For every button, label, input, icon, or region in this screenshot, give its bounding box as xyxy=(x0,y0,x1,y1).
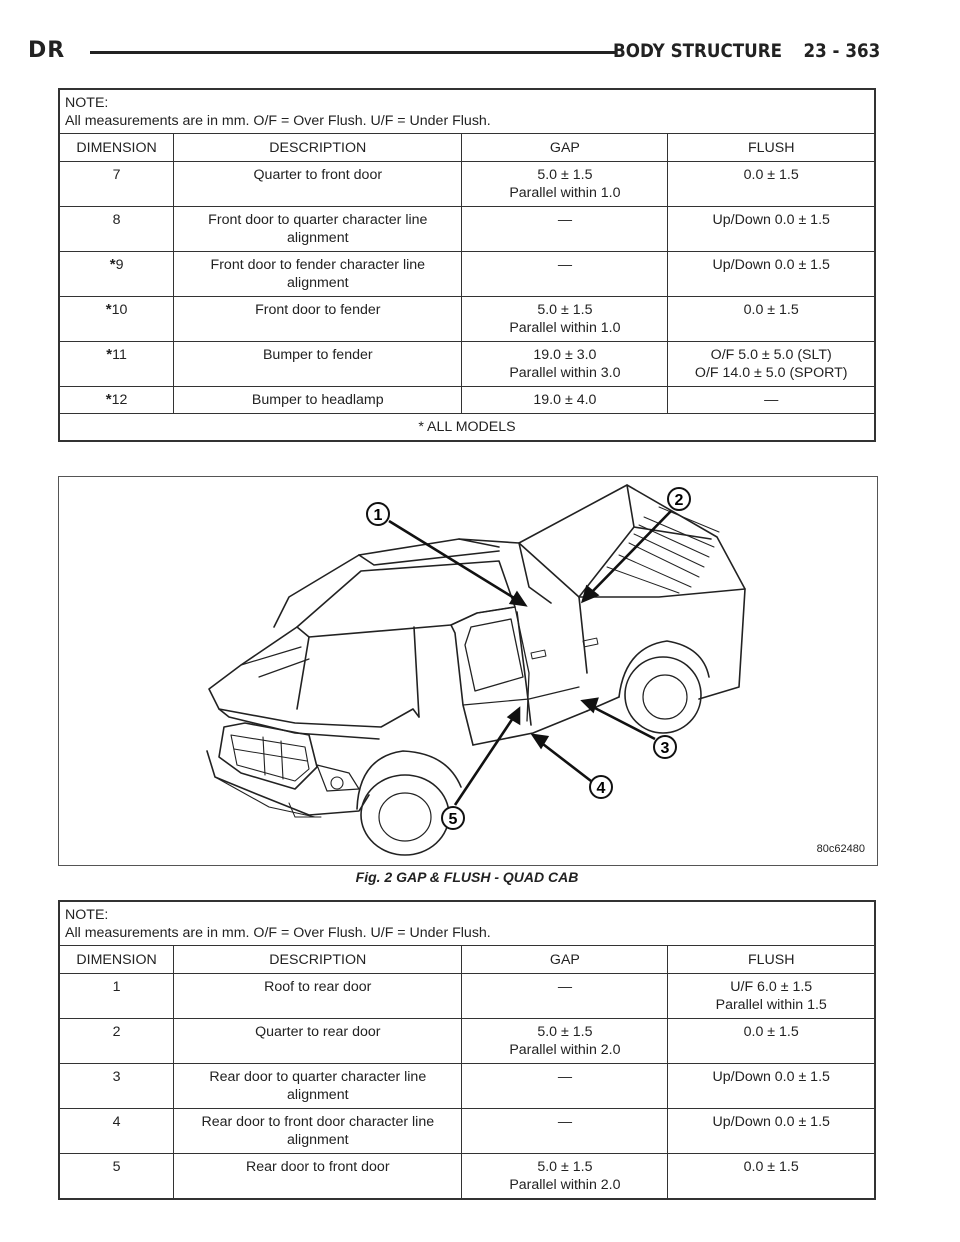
note-row xyxy=(59,901,875,946)
gap-flush-table-rear xyxy=(58,900,876,1200)
gap-line: Parallel within 1.0 xyxy=(509,320,621,336)
description-cell xyxy=(174,1154,462,1200)
flush-cell xyxy=(668,207,875,252)
description-cell xyxy=(174,342,462,387)
description-cell xyxy=(174,297,462,342)
dimension-cell xyxy=(59,1019,174,1064)
gap-line: Parallel within 2.0 xyxy=(509,1177,621,1193)
dimension-cell xyxy=(59,1109,174,1154)
table-row xyxy=(59,297,875,342)
dimension-number: 3 xyxy=(112,1069,121,1085)
column-header-flush: FLUSH xyxy=(668,134,875,162)
column-header-dimension: DIMENSION xyxy=(59,946,174,974)
callout-2 xyxy=(668,488,690,510)
section-code: DR xyxy=(28,38,66,63)
note-text: All measurements are in mm. O/F = Over Flush. U/F = Under Flush. xyxy=(65,113,491,129)
gap-line: 19.0 ± 4.0 xyxy=(533,392,597,408)
gap-line: Parallel within 3.0 xyxy=(509,365,621,381)
callout-4 xyxy=(590,776,612,798)
all-models-marker: * xyxy=(106,346,113,363)
header-row xyxy=(59,946,875,974)
description-line: Bumper to headlamp xyxy=(251,392,384,408)
description-line: Quarter to front door xyxy=(253,167,383,183)
gap-cell xyxy=(462,1064,668,1109)
description-line: alignment xyxy=(287,230,349,246)
flush-line: 0.0 ± 1.5 xyxy=(743,1024,799,1040)
gap-cell xyxy=(462,252,668,297)
description-line: Rear door to front door xyxy=(246,1159,390,1175)
table-row xyxy=(59,162,875,207)
dimension-cell xyxy=(59,252,174,297)
flush-line: 0.0 ± 1.5 xyxy=(743,1159,799,1175)
gap-line: — xyxy=(557,1069,572,1085)
gap-line: — xyxy=(557,257,572,273)
flush-line: Up/Down 0.0 ± 1.5 xyxy=(712,257,830,273)
flush-line: 0.0 ± 1.5 xyxy=(743,302,799,318)
page-header xyxy=(28,38,880,70)
description-cell xyxy=(174,1109,462,1154)
gap-line: — xyxy=(557,212,572,228)
dimension-number: 9 xyxy=(115,257,124,273)
table-row xyxy=(59,207,875,252)
table-row xyxy=(59,387,875,414)
gap-cell xyxy=(462,1019,668,1064)
description-line: Rear door to quarter character line xyxy=(209,1069,427,1085)
note-title: NOTE: xyxy=(65,907,109,923)
callout-3 xyxy=(654,736,676,758)
flush-cell xyxy=(668,1064,875,1109)
dimension-number: 8 xyxy=(112,212,121,228)
flush-cell xyxy=(668,297,875,342)
flush-line: O/F 5.0 ± 5.0 (SLT) xyxy=(710,347,832,363)
truck-illustration xyxy=(58,476,878,866)
header-rule xyxy=(90,51,616,54)
table-row xyxy=(59,252,875,297)
flush-cell xyxy=(668,162,875,207)
flush-line: Up/Down 0.0 ± 1.5 xyxy=(712,1114,830,1130)
description-cell xyxy=(174,207,462,252)
flush-line: U/F 6.0 ± 1.5 xyxy=(730,979,813,995)
gap-cell xyxy=(462,162,668,207)
table-row xyxy=(59,342,875,387)
dimension-cell xyxy=(59,162,174,207)
all-models-marker: * xyxy=(109,256,116,273)
table-row xyxy=(59,1019,875,1064)
page-number: 23 - 363 xyxy=(803,40,880,62)
flush-line: Parallel within 1.5 xyxy=(715,997,827,1013)
svg-text:2: 2 xyxy=(674,492,684,509)
dimension-cell xyxy=(59,1064,174,1109)
svg-text:4: 4 xyxy=(596,780,606,797)
column-header-gap: GAP xyxy=(462,946,668,974)
description-line: alignment xyxy=(287,275,349,291)
column-header-gap: GAP xyxy=(462,134,668,162)
gap-line: 5.0 ± 1.5 xyxy=(537,167,593,183)
column-header-description: DESCRIPTION xyxy=(174,134,462,162)
flush-cell xyxy=(668,387,875,414)
flush-line: 0.0 ± 1.5 xyxy=(743,167,799,183)
svg-text:5: 5 xyxy=(448,811,458,828)
flush-cell xyxy=(668,1154,875,1200)
column-header-flush: FLUSH xyxy=(668,946,875,974)
flush-line: Up/Down 0.0 ± 1.5 xyxy=(712,212,830,228)
gap-line: — xyxy=(557,979,572,995)
description-line: Roof to rear door xyxy=(264,979,372,995)
note-cell xyxy=(59,89,875,134)
dimension-number: 11 xyxy=(112,347,127,363)
note-cell xyxy=(59,901,875,946)
dimension-cell xyxy=(59,974,174,1019)
note-title: NOTE: xyxy=(65,95,109,111)
column-header-description: DESCRIPTION xyxy=(174,946,462,974)
flush-line: Up/Down 0.0 ± 1.5 xyxy=(712,1069,830,1085)
description-cell xyxy=(174,1019,462,1064)
gap-cell xyxy=(462,1154,668,1200)
dimension-cell xyxy=(59,342,174,387)
all-models-marker: * xyxy=(105,391,112,408)
gap-line: — xyxy=(557,1114,572,1130)
dimension-cell xyxy=(59,1154,174,1200)
gap-cell xyxy=(462,974,668,1019)
callout-5 xyxy=(442,807,464,829)
flush-cell xyxy=(668,342,875,387)
dimension-cell xyxy=(59,297,174,342)
gap-line: 5.0 ± 1.5 xyxy=(537,1024,593,1040)
description-line: Front door to fender xyxy=(255,302,381,318)
dimension-number: 2 xyxy=(112,1024,121,1040)
dimension-number: 12 xyxy=(111,392,128,408)
description-cell xyxy=(174,1064,462,1109)
dimension-cell xyxy=(59,387,174,414)
flush-line: O/F 14.0 ± 5.0 (SPORT) xyxy=(694,365,848,381)
figure-caption: Fig. 2 GAP & FLUSH - QUAD CAB xyxy=(355,869,579,885)
description-line: alignment xyxy=(287,1087,349,1103)
description-cell xyxy=(174,252,462,297)
gap-cell xyxy=(462,297,668,342)
callout-1 xyxy=(367,503,389,525)
description-line: Quarter to rear door xyxy=(255,1024,381,1040)
gap-line: Parallel within 1.0 xyxy=(509,185,621,201)
description-line: Front door to fender character line xyxy=(210,257,426,273)
quad-cab-truck-drawing xyxy=(59,477,877,865)
column-header-dimension: DIMENSION xyxy=(59,134,174,162)
description-line: Bumper to fender xyxy=(262,347,373,363)
description-cell xyxy=(174,974,462,1019)
dimension-number: 4 xyxy=(112,1114,121,1130)
gap-line: 5.0 ± 1.5 xyxy=(537,1159,593,1175)
gap-cell xyxy=(462,387,668,414)
dimension-number: 10 xyxy=(111,302,128,318)
description-line: Rear door to front door character line xyxy=(201,1114,435,1130)
header-row xyxy=(59,134,875,162)
dimension-number: 5 xyxy=(112,1159,121,1175)
gap-cell xyxy=(462,342,668,387)
footer-row xyxy=(59,414,875,442)
flush-line: — xyxy=(764,392,779,408)
table-row xyxy=(59,974,875,1019)
dimension-cell xyxy=(59,207,174,252)
figure-id: 80c62480 xyxy=(816,843,865,855)
description-line: Front door to quarter character line xyxy=(208,212,428,228)
gap-cell xyxy=(462,1109,668,1154)
footer-note: * ALL MODELS xyxy=(59,414,875,442)
description-line: alignment xyxy=(287,1132,349,1148)
dimension-number: 7 xyxy=(112,167,121,183)
gap-line: 5.0 ± 1.5 xyxy=(537,302,593,318)
flush-cell xyxy=(668,1109,875,1154)
note-text: All measurements are in mm. O/F = Over Flush. U/F = Under Flush. xyxy=(65,925,491,941)
svg-text:1: 1 xyxy=(373,507,383,524)
section-title: BODY STRUCTURE xyxy=(612,40,782,62)
all-models-marker: * xyxy=(105,301,112,318)
gap-cell xyxy=(462,207,668,252)
gap-line: Parallel within 2.0 xyxy=(509,1042,621,1058)
gap-flush-table-front xyxy=(58,88,876,442)
gap-line: 19.0 ± 3.0 xyxy=(533,347,597,363)
flush-cell xyxy=(668,1019,875,1064)
note-row xyxy=(59,89,875,134)
svg-text:3: 3 xyxy=(660,740,670,757)
flush-cell xyxy=(668,974,875,1019)
flush-cell xyxy=(668,252,875,297)
description-cell xyxy=(174,162,462,207)
table-row xyxy=(59,1109,875,1154)
table-row xyxy=(59,1154,875,1200)
dimension-number: 1 xyxy=(112,979,121,995)
table-row xyxy=(59,1064,875,1109)
description-cell xyxy=(174,387,462,414)
